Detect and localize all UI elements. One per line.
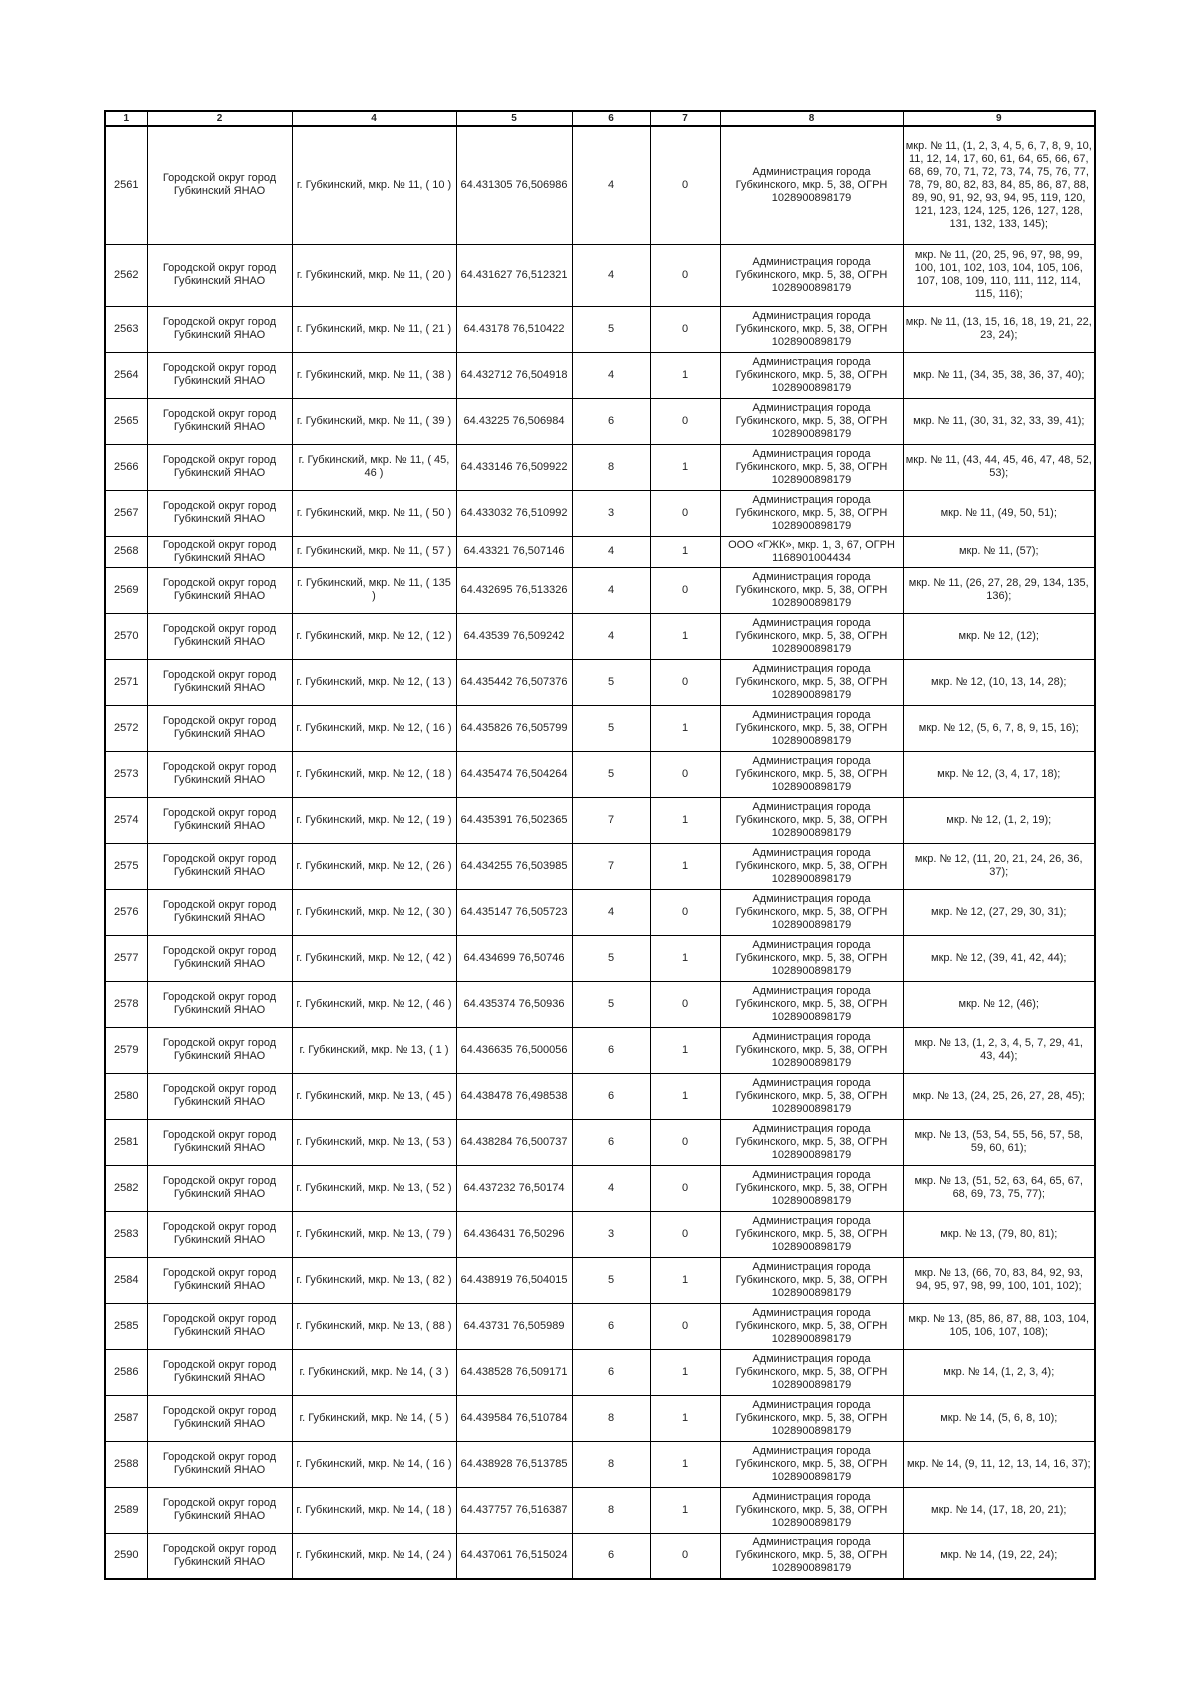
cell-owner: Администрация города Губкинского, мкр. 5, 38, ОГРН 1028900898179 bbox=[720, 126, 903, 244]
column-header-coordinates: 5 bbox=[456, 111, 572, 126]
cell-row-number: 2571 bbox=[105, 659, 147, 705]
table-row bbox=[105, 1257, 1095, 1303]
cell-owner: Администрация города Губкинского, мкр. 5, 38, ОГРН 1028900898179 bbox=[720, 1303, 903, 1349]
cell-coordinates: 64.435374 76,50936 bbox=[456, 981, 572, 1027]
cell-bulky-count: 0 bbox=[650, 1211, 720, 1257]
cell-containers-count: 6 bbox=[572, 398, 650, 444]
cell-coordinates: 64.433146 76,509922 bbox=[456, 444, 572, 490]
cell-municipality: Городской округ город Губкинский ЯНАО bbox=[147, 935, 292, 981]
table-row bbox=[105, 444, 1095, 490]
cell-containers-count: 4 bbox=[572, 352, 650, 398]
column-header-municipality: 2 bbox=[147, 111, 292, 126]
table-row bbox=[105, 1487, 1095, 1533]
cell-bulky-count: 1 bbox=[650, 536, 720, 567]
cell-municipality: Городской округ город Губкинский ЯНАО bbox=[147, 490, 292, 536]
cell-municipality: Городской округ город Губкинский ЯНАО bbox=[147, 1257, 292, 1303]
cell-municipality: Городской округ город Губкинский ЯНАО bbox=[147, 567, 292, 613]
cell-containers-count: 5 bbox=[572, 751, 650, 797]
cell-served-objects: мкр. № 14, (1, 2, 3, 4); bbox=[903, 1349, 1095, 1395]
cell-containers-count: 7 bbox=[572, 797, 650, 843]
cell-coordinates: 64.432712 76,504918 bbox=[456, 352, 572, 398]
cell-owner: Администрация города Губкинского, мкр. 5, 38, ОГРН 1028900898179 bbox=[720, 659, 903, 705]
cell-bulky-count: 1 bbox=[650, 444, 720, 490]
cell-served-objects: мкр. № 12, (10, 13, 14, 28); bbox=[903, 659, 1095, 705]
cell-coordinates: 64.437061 76,515024 bbox=[456, 1533, 572, 1579]
column-header-address: 4 bbox=[292, 111, 456, 126]
cell-municipality: Городской округ город Губкинский ЯНАО bbox=[147, 1165, 292, 1211]
table-row bbox=[105, 490, 1095, 536]
cell-served-objects: мкр. № 13, (24, 25, 26, 27, 28, 45); bbox=[903, 1073, 1095, 1119]
cell-coordinates: 64.434255 76,503985 bbox=[456, 843, 572, 889]
cell-coordinates: 64.435826 76,505799 bbox=[456, 705, 572, 751]
cell-containers-count: 6 bbox=[572, 1349, 650, 1395]
cell-owner: Администрация города Губкинского, мкр. 5, 38, ОГРН 1028900898179 bbox=[720, 843, 903, 889]
cell-owner: Администрация города Губкинского, мкр. 5, 38, ОГРН 1028900898179 bbox=[720, 751, 903, 797]
cell-address: г. Губкинский, мкр. № 12, ( 18 ) bbox=[292, 751, 456, 797]
cell-owner: Администрация города Губкинского, мкр. 5, 38, ОГРН 1028900898179 bbox=[720, 1395, 903, 1441]
cell-owner: Администрация города Губкинского, мкр. 5, 38, ОГРН 1028900898179 bbox=[720, 1441, 903, 1487]
cell-municipality: Городской округ город Губкинский ЯНАО bbox=[147, 613, 292, 659]
cell-bulky-count: 0 bbox=[650, 126, 720, 244]
cell-row-number: 2575 bbox=[105, 843, 147, 889]
cell-coordinates: 64.437232 76,50174 bbox=[456, 1165, 572, 1211]
cell-address: г. Губкинский, мкр. № 14, ( 3 ) bbox=[292, 1349, 456, 1395]
cell-served-objects: мкр. № 12, (12); bbox=[903, 613, 1095, 659]
cell-bulky-count: 1 bbox=[650, 1349, 720, 1395]
cell-owner: Администрация города Губкинского, мкр. 5, 38, ОГРН 1028900898179 bbox=[720, 1165, 903, 1211]
cell-served-objects: мкр. № 11, (43, 44, 45, 46, 47, 48, 52, 53); bbox=[903, 444, 1095, 490]
cell-containers-count: 5 bbox=[572, 306, 650, 352]
cell-bulky-count: 0 bbox=[650, 244, 720, 306]
cell-coordinates: 64.438284 76,500737 bbox=[456, 1119, 572, 1165]
table-row bbox=[105, 613, 1095, 659]
cell-bulky-count: 1 bbox=[650, 1257, 720, 1303]
cell-served-objects: мкр. № 11, (26, 27, 28, 29, 134, 135, 136); bbox=[903, 567, 1095, 613]
cell-address: г. Губкинский, мкр. № 11, ( 50 ) bbox=[292, 490, 456, 536]
cell-row-number: 2573 bbox=[105, 751, 147, 797]
table-row bbox=[105, 1533, 1095, 1579]
cell-served-objects: мкр. № 11, (30, 31, 32, 33, 39, 41); bbox=[903, 398, 1095, 444]
cell-served-objects: мкр. № 12, (27, 29, 30, 31); bbox=[903, 889, 1095, 935]
cell-containers-count: 4 bbox=[572, 613, 650, 659]
cell-bulky-count: 1 bbox=[650, 352, 720, 398]
table-row bbox=[105, 659, 1095, 705]
cell-owner: ООО «ГЖК», мкр. 1, 3, 67, ОГРН 1168901004434 bbox=[720, 536, 903, 567]
cell-containers-count: 6 bbox=[572, 1303, 650, 1349]
cell-containers-count: 8 bbox=[572, 1395, 650, 1441]
cell-owner: Администрация города Губкинского, мкр. 5, 38, ОГРН 1028900898179 bbox=[720, 1533, 903, 1579]
cell-containers-count: 6 bbox=[572, 1533, 650, 1579]
cell-coordinates: 64.436431 76,50296 bbox=[456, 1211, 572, 1257]
cell-served-objects: мкр. № 11, (13, 15, 16, 18, 19, 21, 22, 23, 24); bbox=[903, 306, 1095, 352]
cell-bulky-count: 1 bbox=[650, 613, 720, 659]
cell-served-objects: мкр. № 11, (49, 50, 51); bbox=[903, 490, 1095, 536]
cell-served-objects: мкр. № 12, (11, 20, 21, 24, 26, 36, 37); bbox=[903, 843, 1095, 889]
cell-row-number: 2576 bbox=[105, 889, 147, 935]
cell-row-number: 2574 bbox=[105, 797, 147, 843]
cell-coordinates: 64.438919 76,504015 bbox=[456, 1257, 572, 1303]
cell-containers-count: 4 bbox=[572, 244, 650, 306]
cell-served-objects: мкр. № 12, (39, 41, 42, 44); bbox=[903, 935, 1095, 981]
table-row bbox=[105, 705, 1095, 751]
table-row bbox=[105, 352, 1095, 398]
cell-containers-count: 5 bbox=[572, 659, 650, 705]
cell-row-number: 2580 bbox=[105, 1073, 147, 1119]
cell-coordinates: 64.438528 76,509171 bbox=[456, 1349, 572, 1395]
cell-municipality: Городской округ город Губкинский ЯНАО bbox=[147, 244, 292, 306]
cell-municipality: Городской округ город Губкинский ЯНАО bbox=[147, 398, 292, 444]
cell-served-objects: мкр. № 12, (46); bbox=[903, 981, 1095, 1027]
cell-address: г. Губкинский, мкр. № 11, ( 57 ) bbox=[292, 536, 456, 567]
cell-municipality: Городской округ город Губкинский ЯНАО bbox=[147, 1027, 292, 1073]
cell-containers-count: 6 bbox=[572, 1027, 650, 1073]
cell-coordinates: 64.434699 76,50746 bbox=[456, 935, 572, 981]
cell-municipality: Городской округ город Губкинский ЯНАО bbox=[147, 1119, 292, 1165]
cell-coordinates: 64.438478 76,498538 bbox=[456, 1073, 572, 1119]
cell-containers-count: 5 bbox=[572, 1257, 650, 1303]
cell-row-number: 2565 bbox=[105, 398, 147, 444]
cell-municipality: Городской округ город Губкинский ЯНАО bbox=[147, 1303, 292, 1349]
cell-row-number: 2585 bbox=[105, 1303, 147, 1349]
table-row bbox=[105, 1211, 1095, 1257]
cell-bulky-count: 0 bbox=[650, 659, 720, 705]
column-header-owner: 8 bbox=[720, 111, 903, 126]
cell-address: г. Губкинский, мкр. № 13, ( 1 ) bbox=[292, 1027, 456, 1073]
cell-served-objects: мкр. № 13, (1, 2, 3, 4, 5, 7, 29, 41, 43, 44); bbox=[903, 1027, 1095, 1073]
cell-bulky-count: 0 bbox=[650, 751, 720, 797]
cell-owner: Администрация города Губкинского, мкр. 5, 38, ОГРН 1028900898179 bbox=[720, 797, 903, 843]
cell-served-objects: мкр. № 13, (51, 52, 63, 64, 65, 67, 68, 69, 73, 75, 77); bbox=[903, 1165, 1095, 1211]
cell-served-objects: мкр. № 11, (34, 35, 38, 36, 37, 40); bbox=[903, 352, 1095, 398]
data-table bbox=[104, 110, 1096, 1580]
cell-row-number: 2566 bbox=[105, 444, 147, 490]
cell-containers-count: 8 bbox=[572, 444, 650, 490]
cell-coordinates: 64.43178 76,510422 bbox=[456, 306, 572, 352]
cell-served-objects: мкр. № 14, (19, 22, 24); bbox=[903, 1533, 1095, 1579]
cell-containers-count: 3 bbox=[572, 490, 650, 536]
cell-municipality: Городской округ город Губкинский ЯНАО bbox=[147, 1487, 292, 1533]
cell-address: г. Губкинский, мкр. № 12, ( 46 ) bbox=[292, 981, 456, 1027]
cell-municipality: Городской округ город Губкинский ЯНАО bbox=[147, 751, 292, 797]
cell-row-number: 2564 bbox=[105, 352, 147, 398]
table-row bbox=[105, 889, 1095, 935]
table-row bbox=[105, 797, 1095, 843]
table-row bbox=[105, 306, 1095, 352]
cell-municipality: Городской округ город Губкинский ЯНАО bbox=[147, 352, 292, 398]
cell-row-number: 2569 bbox=[105, 567, 147, 613]
cell-served-objects: мкр. № 11, (57); bbox=[903, 536, 1095, 567]
cell-bulky-count: 0 bbox=[650, 981, 720, 1027]
cell-address: г. Губкинский, мкр. № 12, ( 16 ) bbox=[292, 705, 456, 751]
cell-address: г. Губкинский, мкр. № 11, ( 45, 46 ) bbox=[292, 444, 456, 490]
cell-containers-count: 4 bbox=[572, 567, 650, 613]
cell-row-number: 2561 bbox=[105, 126, 147, 244]
cell-row-number: 2563 bbox=[105, 306, 147, 352]
cell-coordinates: 64.437757 76,516387 bbox=[456, 1487, 572, 1533]
cell-row-number: 2590 bbox=[105, 1533, 147, 1579]
cell-address: г. Губкинский, мкр. № 11, ( 38 ) bbox=[292, 352, 456, 398]
cell-coordinates: 64.435147 76,505723 bbox=[456, 889, 572, 935]
cell-coordinates: 64.438928 76,513785 bbox=[456, 1441, 572, 1487]
cell-address: г. Губкинский, мкр. № 14, ( 5 ) bbox=[292, 1395, 456, 1441]
cell-bulky-count: 1 bbox=[650, 843, 720, 889]
cell-containers-count: 3 bbox=[572, 1211, 650, 1257]
cell-containers-count: 6 bbox=[572, 1073, 650, 1119]
cell-containers-count: 5 bbox=[572, 705, 650, 751]
table-header bbox=[105, 111, 1095, 126]
table-row bbox=[105, 398, 1095, 444]
cell-municipality: Городской округ город Губкинский ЯНАО bbox=[147, 536, 292, 567]
cell-bulky-count: 0 bbox=[650, 889, 720, 935]
cell-address: г. Губкинский, мкр. № 12, ( 26 ) bbox=[292, 843, 456, 889]
cell-row-number: 2567 bbox=[105, 490, 147, 536]
cell-address: г. Губкинский, мкр. № 13, ( 88 ) bbox=[292, 1303, 456, 1349]
cell-bulky-count: 0 bbox=[650, 567, 720, 613]
cell-owner: Администрация города Губкинского, мкр. 5, 38, ОГРН 1028900898179 bbox=[720, 398, 903, 444]
table-row bbox=[105, 1027, 1095, 1073]
cell-containers-count: 4 bbox=[572, 126, 650, 244]
table-row bbox=[105, 1349, 1095, 1395]
cell-address: г. Губкинский, мкр. № 12, ( 19 ) bbox=[292, 797, 456, 843]
cell-owner: Администрация города Губкинского, мкр. 5, 38, ОГРН 1028900898179 bbox=[720, 306, 903, 352]
table-row bbox=[105, 935, 1095, 981]
cell-address: г. Губкинский, мкр. № 12, ( 12 ) bbox=[292, 613, 456, 659]
cell-row-number: 2570 bbox=[105, 613, 147, 659]
cell-owner: Администрация города Губкинского, мкр. 5, 38, ОГРН 1028900898179 bbox=[720, 935, 903, 981]
cell-municipality: Городской округ город Губкинский ЯНАО bbox=[147, 843, 292, 889]
cell-bulky-count: 1 bbox=[650, 705, 720, 751]
cell-owner: Администрация города Губкинского, мкр. 5, 38, ОГРН 1028900898179 bbox=[720, 244, 903, 306]
cell-bulky-count: 0 bbox=[650, 1165, 720, 1211]
cell-served-objects: мкр. № 11, (20, 25, 96, 97, 98, 99, 100, 101, 102, 103, 104, 105, 106, 107, 108, 109, 110, 111, 112, 114, 115, 116); bbox=[903, 244, 1095, 306]
cell-containers-count: 7 bbox=[572, 843, 650, 889]
cell-row-number: 2562 bbox=[105, 244, 147, 306]
cell-owner: Администрация города Губкинского, мкр. 5, 38, ОГРН 1028900898179 bbox=[720, 1349, 903, 1395]
cell-municipality: Городской округ город Губкинский ЯНАО bbox=[147, 659, 292, 705]
cell-bulky-count: 1 bbox=[650, 1487, 720, 1533]
cell-address: г. Губкинский, мкр. № 14, ( 18 ) bbox=[292, 1487, 456, 1533]
cell-address: г. Губкинский, мкр. № 14, ( 16 ) bbox=[292, 1441, 456, 1487]
table-row bbox=[105, 751, 1095, 797]
cell-owner: Администрация города Губкинского, мкр. 5, 38, ОГРН 1028900898179 bbox=[720, 613, 903, 659]
cell-municipality: Городской округ город Губкинский ЯНАО bbox=[147, 1533, 292, 1579]
cell-address: г. Губкинский, мкр. № 12, ( 42 ) bbox=[292, 935, 456, 981]
table-row bbox=[105, 126, 1095, 244]
cell-owner: Администрация города Губкинского, мкр. 5, 38, ОГРН 1028900898179 bbox=[720, 567, 903, 613]
cell-address: г. Губкинский, мкр. № 11, ( 21 ) bbox=[292, 306, 456, 352]
cell-row-number: 2588 bbox=[105, 1441, 147, 1487]
cell-owner: Администрация города Губкинского, мкр. 5, 38, ОГРН 1028900898179 bbox=[720, 1073, 903, 1119]
table-row bbox=[105, 1303, 1095, 1349]
cell-address: г. Губкинский, мкр. № 13, ( 53 ) bbox=[292, 1119, 456, 1165]
cell-coordinates: 64.43731 76,505989 bbox=[456, 1303, 572, 1349]
table-body bbox=[105, 126, 1095, 1579]
cell-address: г. Губкинский, мкр. № 11, ( 20 ) bbox=[292, 244, 456, 306]
cell-address: г. Губкинский, мкр. № 14, ( 24 ) bbox=[292, 1533, 456, 1579]
table-row bbox=[105, 1119, 1095, 1165]
table-row bbox=[105, 536, 1095, 567]
cell-address: г. Губкинский, мкр. № 12, ( 30 ) bbox=[292, 889, 456, 935]
cell-coordinates: 64.436635 76,500056 bbox=[456, 1027, 572, 1073]
cell-owner: Администрация города Губкинского, мкр. 5, 38, ОГРН 1028900898179 bbox=[720, 889, 903, 935]
table-row bbox=[105, 1165, 1095, 1211]
table-row bbox=[105, 1073, 1095, 1119]
column-header-served-objects: 9 bbox=[903, 111, 1095, 126]
cell-owner: Администрация города Губкинского, мкр. 5, 38, ОГРН 1028900898179 bbox=[720, 444, 903, 490]
cell-row-number: 2577 bbox=[105, 935, 147, 981]
cell-row-number: 2581 bbox=[105, 1119, 147, 1165]
cell-containers-count: 4 bbox=[572, 536, 650, 567]
cell-containers-count: 8 bbox=[572, 1487, 650, 1533]
cell-bulky-count: 1 bbox=[650, 1073, 720, 1119]
cell-address: г. Губкинский, мкр. № 11, ( 135 ) bbox=[292, 567, 456, 613]
cell-served-objects: мкр. № 12, (5, 6, 7, 8, 9, 15, 16); bbox=[903, 705, 1095, 751]
cell-municipality: Городской округ город Губкинский ЯНАО bbox=[147, 705, 292, 751]
cell-address: г. Губкинский, мкр. № 13, ( 52 ) bbox=[292, 1165, 456, 1211]
table-row bbox=[105, 1441, 1095, 1487]
table-row bbox=[105, 981, 1095, 1027]
cell-row-number: 2584 bbox=[105, 1257, 147, 1303]
cell-coordinates: 64.432695 76,513326 bbox=[456, 567, 572, 613]
cell-coordinates: 64.435442 76,507376 bbox=[456, 659, 572, 705]
cell-served-objects: мкр. № 12, (3, 4, 17, 18); bbox=[903, 751, 1095, 797]
cell-bulky-count: 1 bbox=[650, 935, 720, 981]
cell-row-number: 2583 bbox=[105, 1211, 147, 1257]
cell-owner: Администрация города Губкинского, мкр. 5, 38, ОГРН 1028900898179 bbox=[720, 1027, 903, 1073]
cell-containers-count: 5 bbox=[572, 981, 650, 1027]
cell-row-number: 2586 bbox=[105, 1349, 147, 1395]
cell-municipality: Городской округ город Губкинский ЯНАО bbox=[147, 1073, 292, 1119]
cell-coordinates: 64.435391 76,502365 bbox=[456, 797, 572, 843]
cell-owner: Администрация города Губкинского, мкр. 5, 38, ОГРН 1028900898179 bbox=[720, 352, 903, 398]
cell-address: г. Губкинский, мкр. № 11, ( 10 ) bbox=[292, 126, 456, 244]
cell-containers-count: 4 bbox=[572, 1165, 650, 1211]
cell-address: г. Губкинский, мкр. № 13, ( 45 ) bbox=[292, 1073, 456, 1119]
cell-containers-count: 4 bbox=[572, 889, 650, 935]
cell-owner: Администрация города Губкинского, мкр. 5, 38, ОГРН 1028900898179 bbox=[720, 490, 903, 536]
cell-row-number: 2582 bbox=[105, 1165, 147, 1211]
cell-municipality: Городской округ город Губкинский ЯНАО bbox=[147, 444, 292, 490]
cell-containers-count: 6 bbox=[572, 1119, 650, 1165]
cell-bulky-count: 0 bbox=[650, 490, 720, 536]
cell-municipality: Городской округ город Губкинский ЯНАО bbox=[147, 1395, 292, 1441]
cell-coordinates: 64.433032 76,510992 bbox=[456, 490, 572, 536]
cell-bulky-count: 0 bbox=[650, 1533, 720, 1579]
cell-bulky-count: 0 bbox=[650, 398, 720, 444]
cell-served-objects: мкр. № 13, (79, 80, 81); bbox=[903, 1211, 1095, 1257]
cell-municipality: Городской округ город Губкинский ЯНАО bbox=[147, 1441, 292, 1487]
cell-coordinates: 64.439584 76,510784 bbox=[456, 1395, 572, 1441]
cell-municipality: Городской округ город Губкинский ЯНАО bbox=[147, 981, 292, 1027]
cell-served-objects: мкр. № 14, (17, 18, 20, 21); bbox=[903, 1487, 1095, 1533]
cell-containers-count: 5 bbox=[572, 935, 650, 981]
cell-containers-count: 8 bbox=[572, 1441, 650, 1487]
cell-bulky-count: 0 bbox=[650, 1119, 720, 1165]
cell-owner: Администрация города Губкинского, мкр. 5, 38, ОГРН 1028900898179 bbox=[720, 1487, 903, 1533]
cell-row-number: 2589 bbox=[105, 1487, 147, 1533]
cell-owner: Администрация города Губкинского, мкр. 5, 38, ОГРН 1028900898179 bbox=[720, 1257, 903, 1303]
cell-owner: Администрация города Губкинского, мкр. 5, 38, ОГРН 1028900898179 bbox=[720, 1211, 903, 1257]
cell-address: г. Губкинский, мкр. № 13, ( 79 ) bbox=[292, 1211, 456, 1257]
cell-served-objects: мкр. № 13, (85, 86, 87, 88, 103, 104, 105, 106, 107, 108); bbox=[903, 1303, 1095, 1349]
cell-municipality: Городской округ город Губкинский ЯНАО bbox=[147, 126, 292, 244]
table-row bbox=[105, 1395, 1095, 1441]
cell-municipality: Городской округ город Губкинский ЯНАО bbox=[147, 889, 292, 935]
column-header-bulky-count: 7 bbox=[650, 111, 720, 126]
cell-row-number: 2578 bbox=[105, 981, 147, 1027]
cell-municipality: Городской округ город Губкинский ЯНАО bbox=[147, 797, 292, 843]
cell-served-objects: мкр. № 14, (9, 11, 12, 13, 14, 16, 37); bbox=[903, 1441, 1095, 1487]
cell-address: г. Губкинский, мкр. № 12, ( 13 ) bbox=[292, 659, 456, 705]
column-header-containers-count: 6 bbox=[572, 111, 650, 126]
cell-row-number: 2568 bbox=[105, 536, 147, 567]
table-row bbox=[105, 843, 1095, 889]
cell-bulky-count: 1 bbox=[650, 797, 720, 843]
cell-coordinates: 64.431305 76,506986 bbox=[456, 126, 572, 244]
cell-bulky-count: 1 bbox=[650, 1395, 720, 1441]
cell-served-objects: мкр. № 13, (66, 70, 83, 84, 92, 93, 94, 95, 97, 98, 99, 100, 101, 102); bbox=[903, 1257, 1095, 1303]
cell-bulky-count: 1 bbox=[650, 1027, 720, 1073]
cell-row-number: 2587 bbox=[105, 1395, 147, 1441]
table-row bbox=[105, 244, 1095, 306]
cell-municipality: Городской округ город Губкинский ЯНАО bbox=[147, 1349, 292, 1395]
cell-coordinates: 64.431627 76,512321 bbox=[456, 244, 572, 306]
cell-owner: Администрация города Губкинского, мкр. 5, 38, ОГРН 1028900898179 bbox=[720, 1119, 903, 1165]
cell-coordinates: 64.43225 76,506984 bbox=[456, 398, 572, 444]
cell-coordinates: 64.43539 76,509242 bbox=[456, 613, 572, 659]
cell-row-number: 2579 bbox=[105, 1027, 147, 1073]
cell-coordinates: 64.435474 76,504264 bbox=[456, 751, 572, 797]
cell-address: г. Губкинский, мкр. № 11, ( 39 ) bbox=[292, 398, 456, 444]
cell-served-objects: мкр. № 14, (5, 6, 8, 10); bbox=[903, 1395, 1095, 1441]
cell-served-objects: мкр. № 13, (53, 54, 55, 56, 57, 58, 59, 60, 61); bbox=[903, 1119, 1095, 1165]
cell-municipality: Городской округ город Губкинский ЯНАО bbox=[147, 306, 292, 352]
column-header-row-number: 1 bbox=[105, 111, 147, 126]
cell-served-objects: мкр. № 11, (1, 2, 3, 4, 5, 6, 7, 8, 9, 10, 11, 12, 14, 17, 60, 61, 64, 65, 66, 67, 68, 69, 70, 71, 72, 73, 74, 75, 76, 77, 78, 79, 80, 82, 83, 84, 85, 86, 87, 88, 89, 90, 91, 92, 93, 94, 95, 119, 120, 121, 123, 124, 125, 126, 127, 128, 131, 132, 133, 145); bbox=[903, 126, 1095, 244]
cell-address: г. Губкинский, мкр. № 13, ( 82 ) bbox=[292, 1257, 456, 1303]
cell-owner: Администрация города Губкинского, мкр. 5, 38, ОГРН 1028900898179 bbox=[720, 981, 903, 1027]
cell-bulky-count: 0 bbox=[650, 306, 720, 352]
cell-row-number: 2572 bbox=[105, 705, 147, 751]
cell-served-objects: мкр. № 12, (1, 2, 19); bbox=[903, 797, 1095, 843]
cell-bulky-count: 1 bbox=[650, 1441, 720, 1487]
header-row bbox=[105, 111, 1095, 126]
cell-coordinates: 64.43321 76,507146 bbox=[456, 536, 572, 567]
cell-municipality: Городской округ город Губкинский ЯНАО bbox=[147, 1211, 292, 1257]
table-row bbox=[105, 567, 1095, 613]
cell-owner: Администрация города Губкинского, мкр. 5, 38, ОГРН 1028900898179 bbox=[720, 705, 903, 751]
cell-bulky-count: 0 bbox=[650, 1303, 720, 1349]
